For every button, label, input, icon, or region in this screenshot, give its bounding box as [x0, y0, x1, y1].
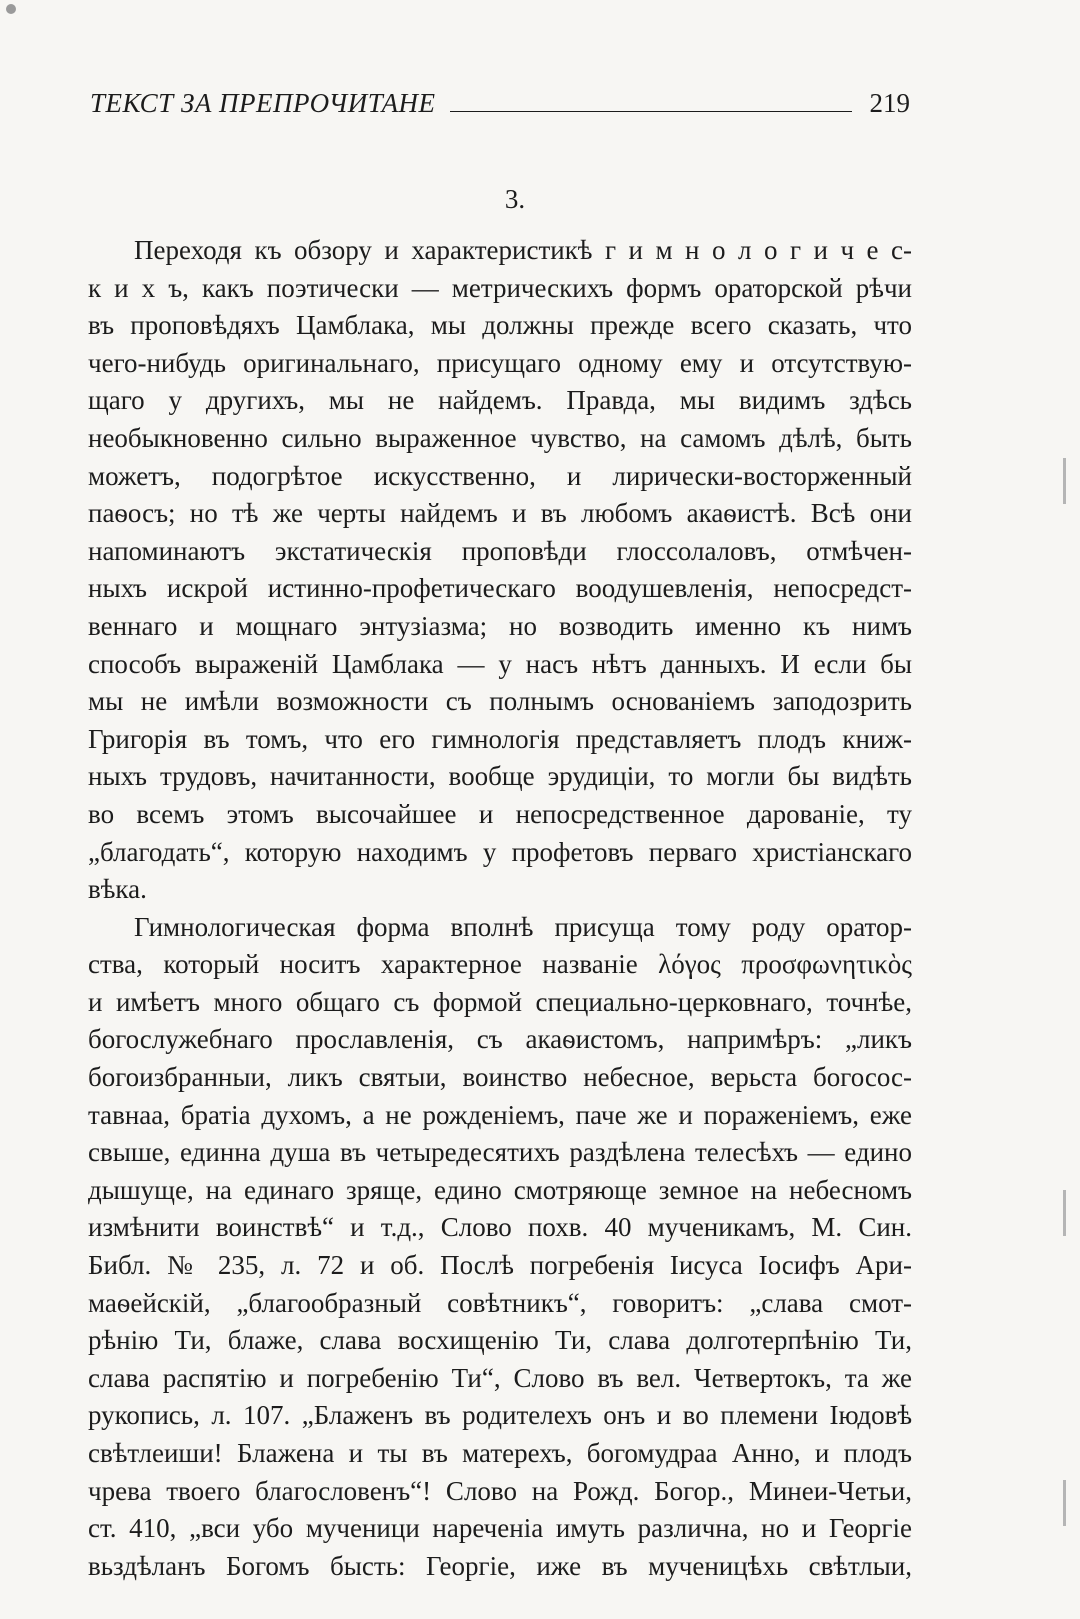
text-line: маѳейскій, „благообразный совѣтникъ“, говоритъ: „слава смот-: [88, 1287, 912, 1318]
text-line: рѣнію Ти, блаже, слава восхищенію Ти, слава долготерпѣнію Ти,: [88, 1325, 912, 1356]
text-line: „благодать“, которую находимъ у профетовъ перваго христіанскаго: [88, 836, 912, 867]
page-number: 219: [869, 88, 910, 118]
text-line: Григорія въ томъ, что его гимнологія представляетъ плодъ книж-: [88, 723, 912, 754]
body-text: [88, 232, 912, 1585]
text-line: измѣнити воинствѣ“ и т.д., Слово похв. 40 мученикамъ, М. Син.: [88, 1212, 912, 1243]
text-line: к и х ъ, какъ поэтически — метрическихъ формъ ораторской рѣчи: [88, 272, 912, 303]
text-line: чрева твоего благословенъ“! Слово на Рожд. Богор., Минеи-Четьи,: [88, 1475, 912, 1506]
text-line: дышуще, на единаго зряще, едино смотряюще земное на небесномъ: [88, 1174, 912, 1205]
scan-edge-mark: [1063, 458, 1066, 504]
running-title: ТЕКСТ ЗА ПРЕПРОЧИТАНЕ: [90, 88, 436, 118]
text-line: богоизбранныи, ликъ святыи, воинство небесное, верьста богосос-: [88, 1062, 912, 1093]
text-line: Гимнологическая форма вполнѣ присуща тому роду оратор-: [134, 911, 912, 942]
text-line: слава распятію и погребенію Ти“, Слово въ вел. Четвертокъ, та же: [88, 1362, 912, 1393]
text-line: Переходя къ обзору и характеристикѣ г и м н о л о г и ч е с-: [134, 235, 912, 265]
text-line: богослужебнаго прославленія, съ акаѳистомъ, напримѣръ: „ликъ: [88, 1024, 912, 1055]
text-line: свыше, единна душа въ четыредесятихъ раздѣлена телесѣхъ — едино: [88, 1137, 912, 1168]
header-rule: [450, 111, 852, 112]
text-line: вѣка.: [88, 874, 147, 905]
scan-edge-mark: [1063, 1480, 1066, 1526]
scan-mark: [6, 4, 16, 14]
text-line: способъ выраженій Цамблака — у насъ нѣтъ данныхъ. И если бы: [88, 648, 912, 679]
running-header: [90, 88, 910, 119]
text-line: въ проповѣдяхъ Цамблака, мы должны прежде всего сказать, что: [88, 310, 912, 341]
text-line: вьздѣланъ Богомъ бысть: Георгіе, иже въ мученицѣхь свѣтлыи,: [88, 1550, 912, 1581]
text-line: ныхъ искрой истинно-профетическаго воодушевленія, непосредст-: [88, 573, 912, 604]
text-line: во всемъ этомъ высочайшее и непосредственное дарованіе, ту: [88, 798, 912, 829]
text-line: мы не имѣли возможности съ полнымъ основаніемъ заподозрить: [88, 686, 912, 717]
scan-edge-mark: [1063, 1190, 1066, 1236]
text-line: щаго у другихъ, мы не найдемъ. Правда, мы видимъ здѣсь: [88, 385, 912, 416]
text-line: паѳосъ; но тѣ же черты найдемъ и въ любомъ акаѳистѣ. Всѣ они: [88, 498, 912, 529]
text-line: веннаго и мощнаго энтузіазма; но возводить именно къ нимъ: [88, 610, 912, 641]
text-line: свѣтлеиши! Блажена и ты въ матерехъ, богомудраа Анно, и плодъ: [88, 1438, 912, 1468]
text-line: напоминаютъ экстатическія проповѣди глоссолаловъ, отмѣчен-: [88, 535, 912, 566]
text-line: ныхъ трудовъ, начитанности, вообще эрудиціи, то могли бы видѣть: [88, 761, 912, 792]
text-line: чего-нибудь оригинальнаго, присущаго одному ему и отсутствую-: [88, 347, 912, 378]
text-line: ст. 410, „вси убо мученици нареченіа имуть различна, но и Георгіе: [88, 1513, 912, 1544]
text-line: рукопись, л. 107. „Блаженъ въ родителехъ онъ и во племени Іюдовѣ: [88, 1400, 912, 1431]
section-number: 3.: [504, 184, 526, 214]
text-line: тавнаа, братіа духомъ, а не рожденіемъ, паче же и пораженіемъ, еже: [88, 1099, 912, 1130]
text-line: можетъ, подогрѣтое искусственно, и лирически-восторженный: [88, 460, 912, 491]
text-line: ства, который носитъ характерное названіе λόγος προσφωνητικὸς: [88, 949, 912, 980]
text-line: Библ. № 235, л. 72 и об. Послѣ погребенія Іисуса Іосифъ Ари-: [88, 1250, 912, 1281]
text-line: необыкновенно сильно выраженное чувство, на самомъ дѣлѣ, быть: [88, 422, 912, 453]
text-line: и имѣетъ много общаго съ формой специально-церковнаго, точнѣе,: [88, 986, 912, 1017]
